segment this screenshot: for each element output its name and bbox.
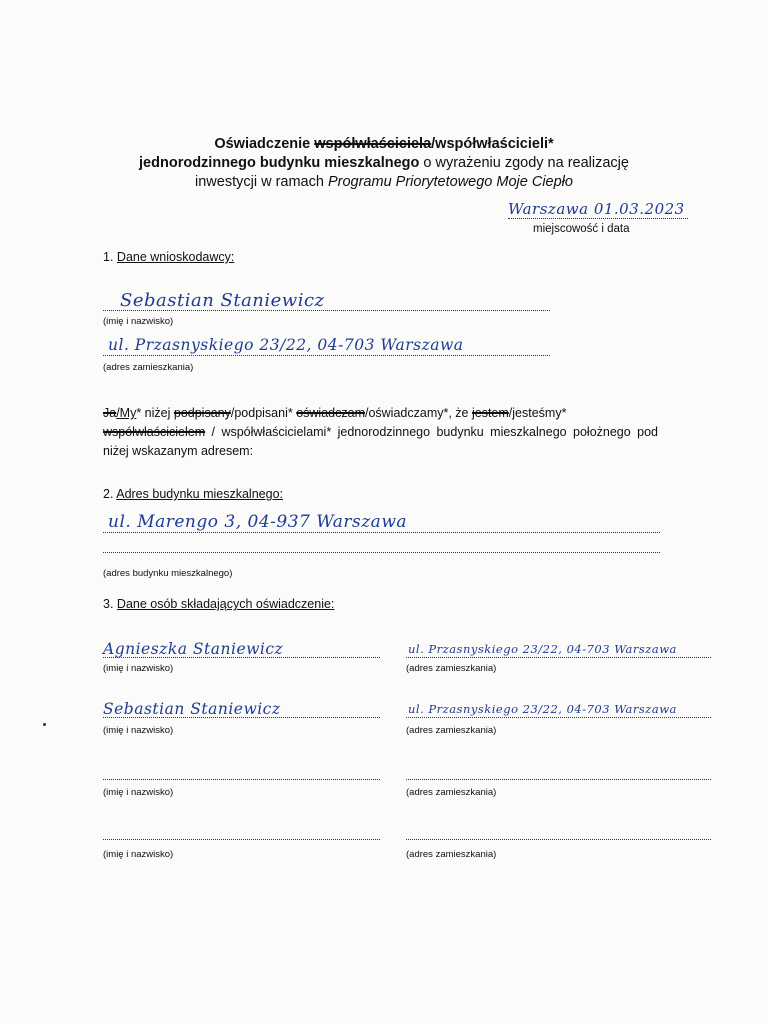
section-2-heading: 2. Adres budynku mieszkalnego: (103, 487, 283, 501)
signatory-4-address-line (406, 839, 711, 840)
signatory-1-address-line (406, 657, 711, 658)
section-1-heading: 1. Dane wnioskodawcy: (103, 250, 235, 264)
applicant-name-line (103, 310, 550, 311)
signatory-2-name-label: (imię i nazwisko) (103, 725, 174, 736)
title-prefix: Oświadczenie (214, 136, 315, 152)
signatory-3-name-line (103, 779, 380, 780)
applicant-name-handwriting: Sebastian Staniewicz (120, 290, 325, 311)
title-bold-part: jednorodzinnego budynku mieszkalnego (139, 155, 420, 171)
declaration-paragraph: Ja/My* niżej podpisany/podpisani* oświadczam/oświadczamy*, że jestem/jesteśmy* współwłaścicielem / współwłaścicielami* jednorodzinnego budynku mieszkalnego położnego pod niżej wskazanym adresem: (103, 406, 658, 458)
applicant-address-line (103, 355, 550, 356)
title-program-name: Programu Priorytetowego Moje Ciepło (327, 174, 573, 190)
building-address-line-2 (103, 552, 660, 553)
section-3-heading: 3. Dane osób składających oświadczenie: (103, 597, 335, 611)
signatory-1-name-label: (imię i nazwisko) (103, 663, 174, 674)
applicant-address-label: (adres zamieszkania) (103, 362, 194, 373)
signatory-2-address-handwriting: ul. Przasnyskiego 23/22, 04-703 Warszawa (408, 702, 677, 716)
place-date-handwriting: Warszawa 01.03.2023 (508, 200, 685, 218)
signatory-1-address-label: (adres zamieszkania) (406, 663, 497, 674)
signatory-2-address-line (406, 717, 711, 718)
signatory-1-name-line (103, 657, 380, 658)
signatory-4-name-line (103, 839, 380, 840)
title-plain: inwestycji w ramach (195, 174, 328, 190)
title-suffix: /współwłaścicieli* (431, 136, 554, 152)
signatory-3-name-label: (imię i nazwisko) (103, 787, 174, 798)
place-date-label: miejscowość i data (533, 223, 630, 235)
signatory-1-address-handwriting: ul. Przasnyskiego 23/22, 04-703 Warszawa (408, 642, 677, 656)
building-address-handwriting: ul. Marengo 3, 04-937 Warszawa (108, 512, 408, 532)
title-line-2 (100, 154, 668, 173)
document-title (100, 135, 668, 192)
building-address-line-1 (103, 532, 660, 533)
applicant-name-label: (imię i nazwisko) (103, 316, 174, 327)
title-line-1 (100, 135, 668, 154)
signatory-2-address-label: (adres zamieszkania) (406, 725, 497, 736)
title-line-3 (100, 173, 668, 192)
signatory-3-address-label: (adres zamieszkania) (406, 787, 497, 798)
signatory-1-name-handwriting: Agnieszka Staniewicz (103, 640, 284, 658)
signatory-2-name-line (103, 717, 380, 718)
place-date-line (508, 218, 688, 219)
applicant-address-handwriting: ul. Przasnyskiego 23/22, 04-703 Warszawa (108, 336, 464, 354)
title-struck-word: współwłaściciela (314, 136, 432, 152)
signatory-3-address-line (406, 779, 711, 780)
title-rest: o wyrażeniu zgody na realizację (419, 155, 629, 171)
scan-speck (43, 723, 46, 726)
signatory-4-name-label: (imię i nazwisko) (103, 849, 174, 860)
building-address-label: (adres budynku mieszkalnego) (103, 568, 233, 579)
signatory-4-address-label: (adres zamieszkania) (406, 849, 497, 860)
signatory-2-name-handwriting: Sebastian Staniewicz (103, 700, 281, 718)
